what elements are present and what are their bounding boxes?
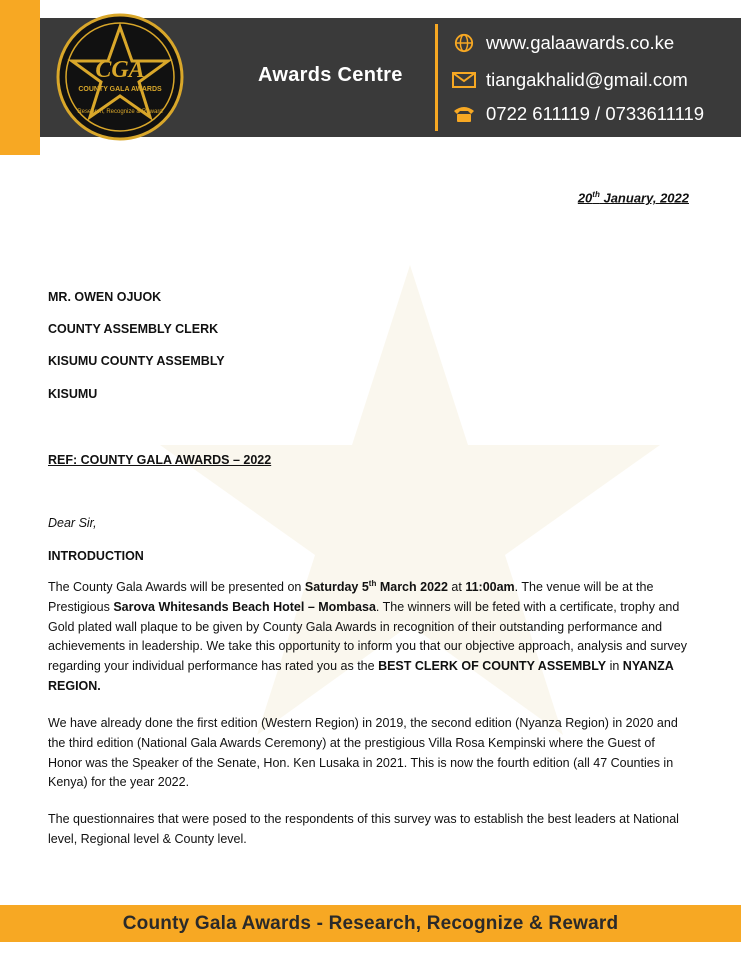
- logo-monogram: CGA: [95, 57, 145, 83]
- website-link[interactable]: www.galaawards.co.ke: [486, 32, 675, 53]
- cga-logo: [56, 13, 184, 141]
- email-link[interactable]: tiangakhalid@gmail.com: [486, 69, 688, 90]
- email-row: [452, 69, 688, 91]
- phone-icon: [452, 104, 476, 124]
- letterhead: [40, 18, 741, 137]
- letter-date: 20th January, 2022: [577, 190, 689, 206]
- phone-row: [452, 103, 704, 125]
- recipient-title: COUNTY ASSEMBLY CLERK: [48, 322, 219, 336]
- globe-icon: [452, 33, 476, 53]
- footer-tagline: County Gala Awards - Research, Recognize & Reward: [122, 912, 619, 934]
- section-heading: INTRODUCTION: [48, 549, 144, 563]
- mail-icon: [452, 70, 476, 90]
- salutation: Dear Sir,: [48, 516, 97, 530]
- header-divider: [435, 24, 438, 131]
- awards-centre-title: Awards Centre: [258, 64, 403, 86]
- header-accent-tab: [0, 0, 40, 155]
- reference-line: REF: COUNTY GALA AWARDS – 2022: [48, 453, 272, 467]
- logo-tagline: Research, Recognize & Reward: [77, 109, 163, 115]
- paragraph-editions: We have already done the first edition (Western Region) in 2019, the second edition (Nyanza Region) in 2020 and the third edition (National Gala Awards Ceremony) at the prestigious Villa Rosa Kempinski where the Guest of Honor was the Speaker of the Senate, Hon. Ken Lusaka in 2021. This is now the fourth edition (all 47 Counties in Kenya) for the year 2022.: [48, 716, 678, 790]
- phone-numbers: 0722 611119 / 0733611119: [486, 103, 705, 124]
- recipient-organization: KISUMU COUNTY ASSEMBLY: [48, 354, 225, 368]
- paragraph-intro: The County Gala Awards will be presented on Saturday 5th March 2022 at 11:00am. The venue will be at the Prestigious Sarova Whitesands Beach Hotel – Mombasa. The winners will be feted with a certificate, trophy and Gold plated wall plaque to be given by County Gala Awards in recognition of their outstanding performance and achievements in leadership. We take this opportunity to inform you that our objective approach, analysis and survey regarding your individual performance has rated you as the BEST CLERK OF COUNTY ASSEMBLY in NYANZA REGION.: [48, 578, 688, 693]
- logo-ribbon-text: COUNTY GALA AWARDS: [78, 86, 162, 93]
- footer-banner: [0, 905, 741, 942]
- website-row: [452, 32, 674, 54]
- paragraph-survey: The questionnaires that were posed to the respondents of this survey was to establish the best leaders at National level, Regional level & County level.: [48, 812, 679, 846]
- recipient-city: KISUMU: [48, 387, 98, 401]
- recipient-name: MR. OWEN OJUOK: [48, 290, 162, 304]
